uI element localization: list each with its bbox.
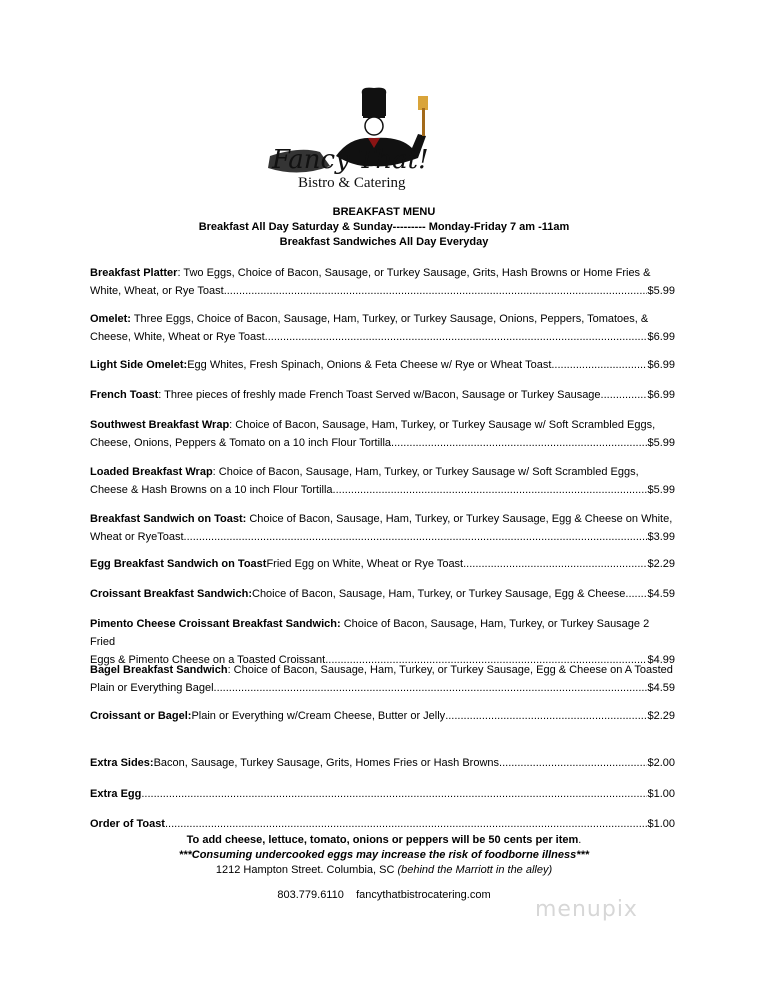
item-desc: : Choice of Bacon, Sausage, Ham, Turkey, or Turkey Sausage w/ Soft Scrambled Eggs, <box>212 466 639 478</box>
breakfast-hours: Breakfast All Day Saturday & Sunday--------- Monday-Friday 7 am -11am <box>198 221 570 233</box>
item-desc: Choice of Bacon, Sausage, Ham, Turkey, or Turkey Sausage, Egg & Cheese <box>252 588 626 600</box>
sandwich-hours: Breakfast Sandwiches All Day Everyday <box>279 236 489 248</box>
item-desc: : Two Eggs, Choice of Bacon, Sausage, or Turkey Sausage, Grits, Hash Browns or Home Fries & <box>177 267 651 279</box>
website-link[interactable]: fancythatbistrocatering.com <box>356 889 491 901</box>
item-desc: : Choice of Bacon, Sausage, Ham, Turkey, or Turkey Sausage w/ Soft Scrambled Eggs, <box>229 419 656 431</box>
item-price: $1.00 <box>647 788 675 800</box>
item-price: $6.99 <box>647 359 675 371</box>
menu-item-breakfast-platter <box>90 264 675 300</box>
address-note: (behind the Marriott in the alley) <box>397 864 553 876</box>
item-name: Breakfast Platter <box>90 267 178 279</box>
item-name: Egg Breakfast Sandwich on Toast <box>90 558 267 570</box>
item-price: $3.99 <box>647 531 675 543</box>
add-on-note-end: . <box>578 834 582 846</box>
item-price: $1.00 <box>647 818 675 830</box>
item-price: $5.99 <box>647 285 675 297</box>
item-name: Breakfast Sandwich on Toast: <box>90 513 247 525</box>
menu-item-omelet <box>90 310 675 346</box>
phone-number: 803.779.6110 <box>277 889 344 901</box>
item-name: Order of Toast <box>90 818 165 830</box>
item-desc: Egg Whites, Fresh Spinach, Onions & Feta Cheese w/ Rye or Wheat Toast <box>187 359 552 371</box>
item-price: $2.29 <box>647 558 675 570</box>
item-price: $2.00 <box>647 757 675 769</box>
item-name: Croissant or Bagel: <box>90 710 192 722</box>
menu-item-croissant-sandwich <box>90 585 675 603</box>
fancy-that-logo <box>260 86 510 194</box>
logo-sub-text: Bistro & Catering <box>298 175 406 191</box>
item-desc-2: Eggs & Pimento Cheese on a Toasted Croissant <box>90 654 326 666</box>
item-price: $2.29 <box>647 710 675 722</box>
menu-item-extra-sides <box>90 754 675 772</box>
menu-item-egg-sandwich <box>90 555 675 573</box>
item-name: Omelet: <box>90 313 131 325</box>
contact-line <box>0 887 768 904</box>
menu-item-extra-egg <box>90 785 675 803</box>
menu-item-loaded-wrap <box>90 463 675 499</box>
menu-item-order-of-toast <box>90 815 675 833</box>
item-desc-2: Wheat or RyeToast <box>90 531 184 543</box>
item-price: $6.99 <box>647 389 675 401</box>
menu-item-bagel-sandwich <box>90 661 675 697</box>
item-desc-2: Cheese, White, Wheat or Rye Toast <box>90 331 265 343</box>
menu-item-light-side-omelet <box>90 356 675 374</box>
item-name: Croissant Breakfast Sandwich: <box>90 588 252 600</box>
item-name: French Toast <box>90 389 159 401</box>
item-price: $4.59 <box>647 588 675 600</box>
item-desc-2: Plain or Everything Bagel <box>90 682 214 694</box>
item-price: $6.99 <box>647 331 675 343</box>
item-desc: Three Eggs, Choice of Bacon, Sausage, Ham, Turkey, or Turkey Sausage, Onions, Peppers, Tomatoes, & <box>130 313 649 325</box>
menu-item-french-toast <box>90 386 675 404</box>
add-on-note-text: To add cheese, lettuce, tomato, onions or peppers will be 50 cents per item <box>186 834 579 846</box>
address <box>0 862 768 879</box>
item-name: Extra Egg <box>90 788 142 800</box>
item-desc: : Choice of Bacon, Sausage, Ham, Turkey, or Turkey Sausage, Egg & Cheese on A Toasted <box>227 664 673 676</box>
item-desc: Choice of Bacon, Sausage, Ham, Turkey, or Turkey Sausage, Egg & Cheese on White, <box>246 513 673 525</box>
item-desc: Choice of Bacon, Sausage, Ham, Turkey, or Turkey Sausage 2 Fried <box>90 618 650 648</box>
menu-title: BREAKFAST MENU <box>332 206 436 218</box>
item-desc: Bacon, Sausage, Turkey Sausage, Grits, Homes Fries or Hash Browns <box>153 757 500 769</box>
logo-brand-text: Fancy That! <box>272 145 429 175</box>
menu-item-croissant-or-bagel <box>90 707 675 725</box>
item-desc-2: Cheese, Onions, Peppers & Tomato on a 10 inch Flour Tortilla <box>90 437 392 449</box>
address-text: 1212 Hampton Street. Columbia, SC <box>215 864 398 876</box>
item-name: Loaded Breakfast Wrap <box>90 466 213 478</box>
food-safety-warning: ***Consuming undercooked eggs may increase the risk of foodborne illness*** <box>178 849 590 861</box>
item-desc-2: Cheese & Hash Browns on a 10 inch Flour Tortilla <box>90 484 333 496</box>
item-price: $4.99 <box>647 654 675 666</box>
item-desc: Fried Egg on White, Wheat or Rye Toast <box>266 558 464 570</box>
menu-item-southwest-wrap <box>90 416 675 452</box>
item-desc: : Three pieces of freshly made French Toast Served w/Bacon, Sausage or Turkey Sausage <box>158 389 601 401</box>
item-name: Extra Sides: <box>90 757 154 769</box>
item-price: $5.99 <box>647 437 675 449</box>
item-name: Light Side Omelet: <box>90 359 188 371</box>
item-name: Pimento Cheese Croissant Breakfast Sandwich: <box>90 618 341 630</box>
item-name: Southwest Breakfast Wrap <box>90 419 230 431</box>
item-desc: Plain or Everything w/Cream Cheese, Butter or Jelly <box>191 710 446 722</box>
menupix-watermark: menupix <box>535 897 638 922</box>
item-price: $4.59 <box>647 682 675 694</box>
item-desc-2: White, Wheat, or Rye Toast <box>90 285 224 297</box>
item-price: $5.99 <box>647 484 675 496</box>
item-name: Bagel Breakfast Sandwich <box>90 664 228 676</box>
menu-item-sandwich-on-toast <box>90 510 675 546</box>
